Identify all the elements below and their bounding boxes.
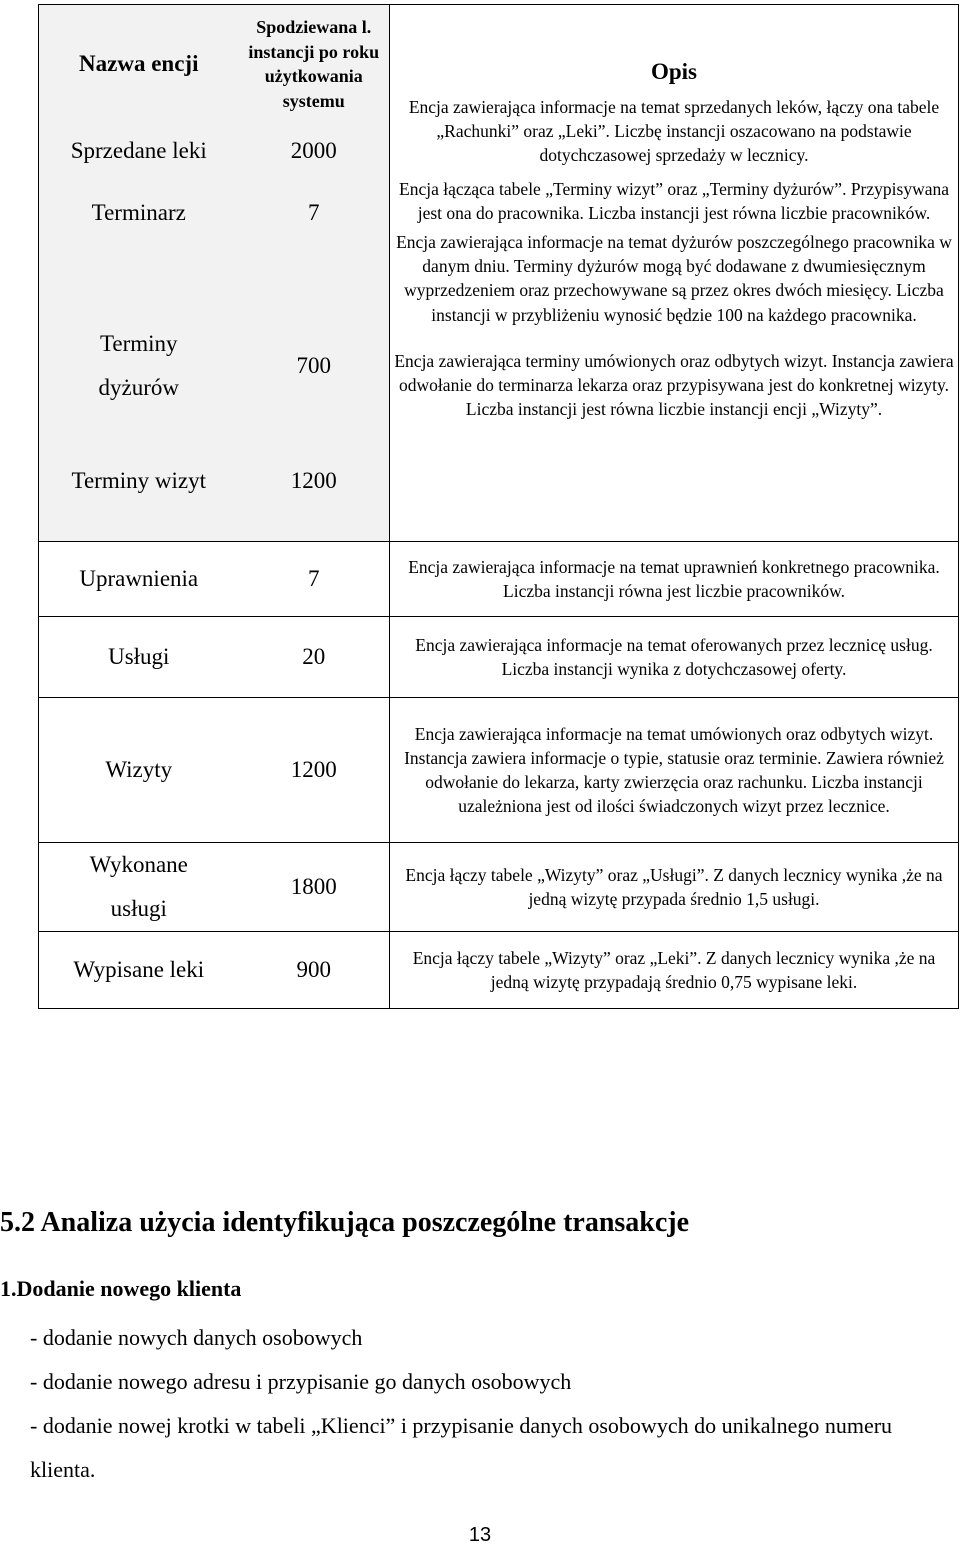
description-terminy-dyzurow: Encja zawierająca informacje na temat dyżurów poszczególnego pracownika w danym dniu. Terminy dyżurów mogą być dodawane z dwumiesięcznym wyprzedzeniem oraz przechowywane są przez okres dwóch miesięcy. Liczba instancji w przybliżeniu wynosić będzie 100 na każdego pracownika.	[396, 232, 952, 325]
header-entity-name: Nazwa encji	[39, 5, 239, 124]
entity-name	[39, 311, 239, 421]
description-wizyty: Encja zawierająca informacje na temat umówionych oraz odbytych wizyt. Instancja zawiera informacje o typie, statusie oraz terminie. Zawiera również odwołanie do lekarza, karty zwierzęcia oraz rachunku. Liczba instancji uzależniona jest od ilości świadczonych wizyt przez lecznice.	[390, 698, 959, 843]
instance-count: 1200	[239, 698, 390, 843]
entity-name	[39, 843, 239, 932]
page-number: 13	[468, 1524, 492, 1546]
section-subheading: 1.Dodanie nowego klienta	[0, 1276, 242, 1301]
instance-count: 7	[239, 179, 390, 311]
list-item: - dodanie nowych danych osobowych	[30, 1325, 363, 1350]
description-wypisane-leki: Encja łączy tabele „Wizyty” oraz „Leki”. Z danych lecznicy wynika ,że na jedną wizytę przypadają średnio 0,75 wypisane leki.	[390, 932, 959, 1009]
entity-name: Terminarz	[39, 179, 239, 311]
entity-name: Wizyty	[39, 698, 239, 843]
entity-name: Uprawnienia	[39, 542, 239, 617]
instance-count: 700	[239, 311, 390, 421]
instance-count: 2000	[239, 123, 390, 179]
entity-name: Wypisane leki	[39, 932, 239, 1009]
instance-count: 1200	[239, 421, 390, 542]
table-row	[39, 698, 959, 843]
description-wykonane-uslugi: Encja łączy tabele „Wizyty” oraz „Usługi”. Z danych lecznicy wynika ,że na jedną wizytę przypada średnio 1,5 usługi.	[390, 843, 959, 932]
table-row	[39, 542, 959, 617]
table-row	[39, 932, 959, 1009]
instance-count: 900	[239, 932, 390, 1009]
entity-name: Usługi	[39, 617, 239, 698]
instance-count: 7	[239, 542, 390, 617]
instance-count: 1800	[239, 843, 390, 932]
entity-name-text: Terminy dyżurów	[98, 331, 179, 400]
description-uslugi: Encja zawierająca informacje na temat oferowanych przez lecznicę usług. Liczba instancji wynika z dotychczasowej oferty.	[390, 617, 959, 698]
entity-table	[38, 4, 959, 1009]
entity-name-text: Wykonane usługi	[89, 852, 188, 921]
description-uprawnienia: Encja zawierająca informacje na temat uprawnień konkretnego pracownika. Liczba instancji równa jest liczbie pracowników.	[390, 542, 959, 617]
table-row	[39, 617, 959, 698]
list-item: - dodanie nowej krotki w tabeli „Klienci” i przypisanie danych osobowych do unikalnego numeru klienta.	[30, 1413, 893, 1482]
header-description	[390, 5, 959, 542]
description-terminarz: Encja łącząca tabele „Terminy wizyt” oraz „Terminy dyżurów”. Przypisywana jest ona do pracownika. Liczba instancji jest równa liczbie pracowników.	[399, 178, 949, 223]
header-description-label: Opis	[650, 59, 698, 84]
entity-name: Terminy wizyt	[39, 421, 239, 542]
entity-name: Sprzedane leki	[39, 123, 239, 179]
instance-count: 20	[239, 617, 390, 698]
description-terminy-wizyt: Encja zawierająca terminy umówionych oraz odbytych wizyt. Instancja zawiera odwołanie do terminarza lekarza oraz przypisywana jest do konkretnej wizyty. Liczba instancji jest równa liczbie instancji encji „Wizyty”.	[394, 350, 954, 420]
section-heading: 5.2 Analiza użycia identyfikująca poszczególne transakcje	[0, 1207, 690, 1238]
table-row	[39, 843, 959, 932]
header-instance-count: Spodziewana l. instancji po roku użytkowania systemu	[239, 5, 390, 124]
step-list	[0, 1316, 960, 1492]
table-header-row	[39, 5, 959, 124]
description-sprzedane-leki: Encja zawierająca informacje na temat sprzedanych leków, łączy ona tabele „Rachunki” oraz „Leki”. Liczbę instancji oszacowano na podstawie dotychczasowej sprzedaży w lecznicy.	[408, 97, 940, 166]
list-item: - dodanie nowego adresu i przypisanie go danych osobowych	[30, 1369, 572, 1394]
